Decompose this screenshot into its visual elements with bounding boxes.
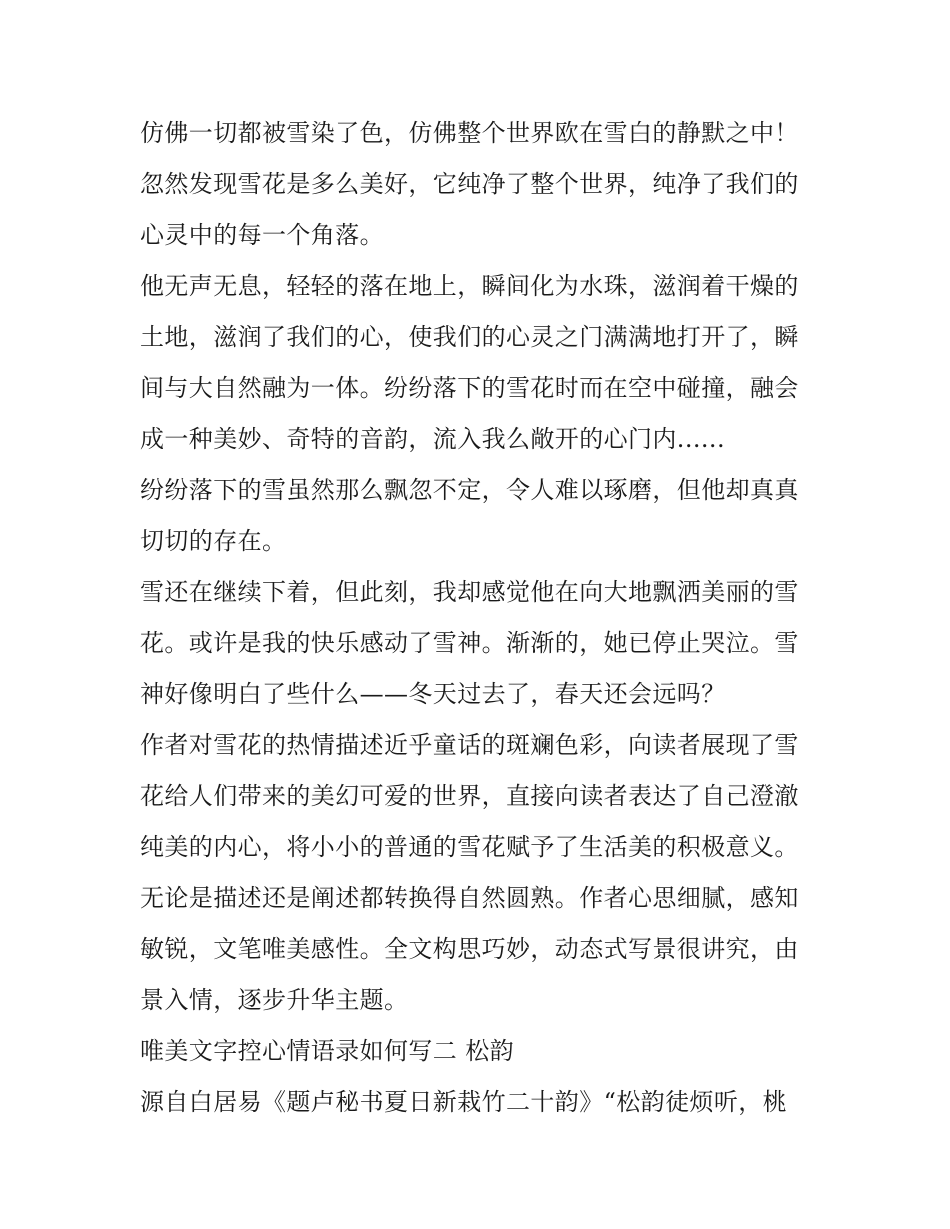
text-line: 切切的存在。 xyxy=(140,527,287,555)
text-line: 仿佛一切都被雪染了色，仿佛整个世界欧在雪白的静默之中！ xyxy=(140,119,799,147)
text-line: 雪还在继续下着，但此刻，我却感觉他在向大地飘洒美丽的雪 xyxy=(140,578,799,606)
text-line: 间与大自然融为一体。纷纷落下的雪花时而在空中碰撞，融会 xyxy=(140,374,799,402)
text-line: 心灵中的每一个角落。 xyxy=(140,221,384,249)
text-line: 纷纷落下的雪虽然那么飘忽不定，令人难以琢磨，但他却真真 xyxy=(140,476,799,504)
text-line: 忽然发现雪花是多么美好，它纯净了整个世界，纯净了我们的 xyxy=(140,170,799,198)
text-line: 景入情，逐步升华主题。 xyxy=(140,986,409,1014)
section-heading: 唯美文字控心情语录如何写二 松韵 xyxy=(140,1037,515,1065)
text-line: 纯美的内心，将小小的普通的雪花赋予了生活美的积极意义。 xyxy=(140,833,799,861)
text-line: 无论是描述还是阐述都转换得自然圆熟。作者心思细腻，感知 xyxy=(140,884,799,912)
text-line: 敏锐，文笔唯美感性。全文构思巧妙，动态式写景很讲究，由 xyxy=(140,935,799,963)
text-line: 土地，滋润了我们的心，使我们的心灵之门满满地打开了，瞬 xyxy=(140,323,799,351)
text-line: 源自白居易《题卢秘书夏日新栽竹二十韵》“松韵徒烦听，桃 xyxy=(140,1088,788,1116)
text-line: 神好像明白了些什么——冬天过去了，春天还会远吗？ xyxy=(140,680,726,708)
text-line: 他无声无息，轻轻的落在地上，瞬间化为水珠，滋润着干燥的 xyxy=(140,272,799,300)
text-line: 花给人们带来的美幻可爱的世界，直接向读者表达了自己澄澈 xyxy=(140,782,799,810)
text-line: 花。或许是我的快乐感动了雪神。渐渐的，她已停止哭泣。雪 xyxy=(140,629,799,657)
text-line: 成一种美妙、奇特的音韵，流入我么敞开的心门内...... xyxy=(140,425,725,453)
text-line: 作者对雪花的热情描述近乎童话的斑斓色彩，向读者展现了雪 xyxy=(140,731,799,759)
